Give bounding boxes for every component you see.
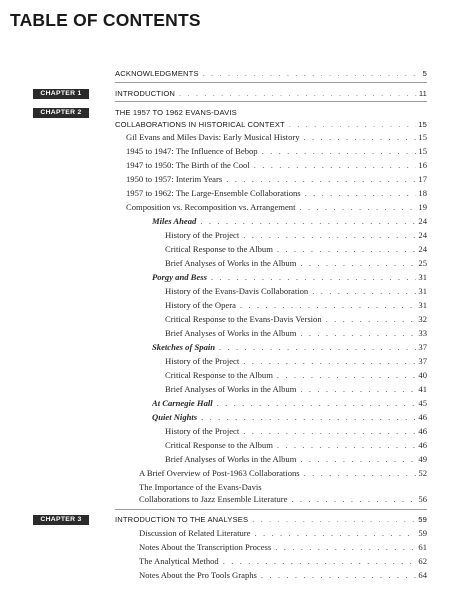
- toc-entry[interactable]: [165, 314, 427, 325]
- dot-leader: [211, 272, 416, 283]
- toc-entry[interactable]: [165, 286, 427, 297]
- toc-entry[interactable]: [139, 494, 427, 505]
- dot-leader: [201, 412, 416, 423]
- toc-entry[interactable]: [165, 426, 427, 437]
- toc-page-number: 59: [418, 515, 427, 524]
- toc-entry-title: History of the Evans-Davis Collaboration: [165, 286, 309, 296]
- toc-entry-title: Discussion of Related Literature: [139, 528, 251, 538]
- chapter-badge-3: CHAPTER 3: [33, 515, 89, 525]
- toc-entry[interactable]: [139, 542, 427, 553]
- toc-entry-title: Brief Analyses of Works in the Album: [165, 328, 297, 338]
- dot-leader: [300, 384, 416, 395]
- dot-leader: [300, 258, 416, 269]
- toc-entry[interactable]: [165, 300, 427, 311]
- toc-entry-title: Brief Analyses of Works in the Album: [165, 258, 297, 268]
- toc-entry-title: History of the Project: [165, 230, 240, 240]
- toc-entry-title: 1947 to 1950: The Birth of the Cool: [126, 160, 250, 170]
- toc-entry[interactable]: [126, 132, 427, 143]
- toc-page-number: 31: [418, 272, 427, 282]
- toc-page-number: 62: [418, 556, 427, 566]
- toc-page-number: 64: [418, 570, 427, 580]
- toc-entry[interactable]: [139, 528, 427, 539]
- toc-entry-title: Critical Response to the Album: [165, 244, 273, 254]
- toc-page-number: 40: [418, 370, 427, 380]
- toc-entry[interactable]: [165, 454, 427, 465]
- toc-entry-title: Brief Analyses of Works in the Album: [165, 454, 297, 464]
- toc-page-number: 31: [418, 300, 427, 310]
- toc-album-title: At Carnegie Hall: [152, 398, 213, 408]
- toc-page-number: 37: [418, 356, 427, 366]
- toc-chapter3-title[interactable]: [115, 514, 427, 525]
- toc-entry-title: Collaborations to Jazz Ensemble Literature: [139, 494, 288, 504]
- toc-album-entry[interactable]: [152, 398, 427, 409]
- toc-page-number: 5: [422, 69, 427, 78]
- toc-chapter2-title-line1[interactable]: [115, 107, 427, 118]
- toc-entry-title: ACKNOWLEDGMENTS: [115, 69, 199, 78]
- section-divider: [115, 509, 427, 510]
- toc-album-entry[interactable]: [152, 216, 427, 227]
- toc-entry-introduction[interactable]: [115, 88, 427, 99]
- toc-entry-title: History of the Project: [165, 426, 240, 436]
- toc-page-number: 49: [418, 454, 427, 464]
- dot-leader: [254, 160, 417, 171]
- toc-entry[interactable]: [165, 230, 427, 241]
- toc-page-number: 61: [418, 542, 427, 552]
- toc-entry[interactable]: [165, 328, 427, 339]
- toc-entry-title: Critical Response to the Album: [165, 370, 273, 380]
- toc-entry-title: History of the Opera: [165, 300, 236, 310]
- toc-page-number: 33: [418, 328, 427, 338]
- toc-entry-title: A Brief Overview of Post-1963 Collaborations: [139, 468, 300, 478]
- dot-leader: [240, 300, 417, 311]
- dot-leader: [254, 528, 416, 539]
- toc-page-number: 31: [418, 286, 427, 296]
- dot-leader: [300, 454, 416, 465]
- toc-entry[interactable]: [139, 482, 427, 493]
- dot-leader: [291, 494, 416, 505]
- toc-entry-title: The Importance of the Evans-Davis: [139, 482, 262, 492]
- dot-leader: [252, 514, 416, 525]
- toc-album-title: Porgy and Bess: [152, 272, 207, 282]
- toc-entry[interactable]: [126, 174, 427, 185]
- dot-leader: [326, 314, 417, 325]
- toc-page-number: 41: [418, 384, 427, 394]
- toc-album-title: Sketches of Spain: [152, 342, 216, 352]
- toc-chapter2-title-line2[interactable]: [115, 119, 427, 130]
- toc-entry[interactable]: [165, 258, 427, 269]
- dot-leader: [275, 542, 416, 553]
- toc-page-number: 59: [418, 528, 427, 538]
- dot-leader: [262, 146, 417, 157]
- toc-entry[interactable]: [126, 188, 427, 199]
- toc-entry-title: 1957 to 1962: The Large-Ensemble Collaborations: [126, 188, 301, 198]
- toc-page-number: 17: [418, 174, 427, 184]
- toc-entry-title: History of the Project: [165, 356, 240, 366]
- toc-page-number: 24: [418, 230, 427, 240]
- toc-page-number: 24: [418, 244, 427, 254]
- toc-entry[interactable]: [139, 570, 427, 581]
- section-divider: [115, 101, 427, 102]
- toc-album-title: Quiet Nights: [152, 412, 198, 422]
- toc-page-number: 37: [418, 342, 427, 352]
- toc-page-number: 18: [418, 188, 427, 198]
- dot-leader: [226, 174, 416, 185]
- toc-entry-title: THE 1957 TO 1962 EVANS-DAVIS: [115, 108, 237, 117]
- dot-leader: [289, 119, 416, 130]
- toc-page-number: 25: [418, 258, 427, 268]
- section-divider: [115, 82, 427, 83]
- chapter-badge-1: CHAPTER 1: [33, 89, 89, 99]
- toc-album-title: Miles Ahead: [152, 216, 197, 226]
- toc-page-number: 15: [418, 132, 427, 142]
- toc-entry-title: Notes About the Pro Tools Graphs: [139, 570, 257, 580]
- toc-entry[interactable]: [165, 356, 427, 367]
- toc-page-number: 46: [418, 412, 427, 422]
- dot-leader: [300, 328, 416, 339]
- dot-leader: [304, 132, 417, 143]
- toc-page-number: 45: [418, 398, 427, 408]
- toc-page-number: 56: [418, 494, 427, 504]
- dot-leader: [200, 216, 416, 227]
- dot-leader: [179, 88, 417, 99]
- toc-entry-title: Critical Response to the Evans-Davis Version: [165, 314, 322, 324]
- toc-entry-title: INTRODUCTION: [115, 89, 176, 98]
- toc-entry-title: Gil Evans and Miles Davis: Early Musical History: [126, 132, 300, 142]
- toc-entry-acknowledgments[interactable]: [115, 68, 427, 79]
- dot-leader: [219, 342, 416, 353]
- toc-entry-title: INTRODUCTION TO THE ANALYSES: [115, 515, 249, 524]
- toc-page-number: 15: [418, 146, 427, 156]
- toc-entry[interactable]: [165, 244, 427, 255]
- toc-album-entry[interactable]: [152, 412, 427, 423]
- dot-leader: [203, 68, 421, 79]
- dot-leader: [304, 468, 417, 479]
- toc-album-entry[interactable]: [152, 342, 427, 353]
- toc-page-number: 46: [418, 440, 427, 450]
- toc-entry[interactable]: [126, 160, 427, 171]
- toc-page-number: 11: [418, 89, 427, 98]
- toc-page-number: 16: [418, 160, 427, 170]
- toc-page-number: 32: [418, 314, 427, 324]
- toc-entry-title: Composition vs. Recomposition vs. Arrangement: [126, 202, 296, 212]
- dot-leader: [217, 398, 417, 409]
- toc-entry[interactable]: [139, 468, 427, 479]
- toc-entry-title: Notes About the Transcription Process: [139, 542, 272, 552]
- toc-page-number: 19: [418, 202, 427, 212]
- dot-leader: [277, 244, 417, 255]
- toc-page-number: 24: [418, 216, 427, 226]
- dot-leader: [243, 426, 416, 437]
- page-title: TABLE OF CONTENTS: [10, 10, 201, 30]
- dot-leader: [277, 370, 417, 381]
- dot-leader: [243, 230, 416, 241]
- toc-entry[interactable]: [165, 384, 427, 395]
- toc-page-number: 15: [418, 120, 427, 129]
- toc-page-number: 52: [418, 468, 427, 478]
- dot-leader: [261, 570, 417, 581]
- dot-leader: [299, 202, 416, 213]
- dot-leader: [243, 356, 416, 367]
- toc-entry-title: 1950 to 1957: Interim Years: [126, 174, 223, 184]
- dot-leader: [277, 440, 417, 451]
- toc-entry[interactable]: [126, 146, 427, 157]
- toc-entry-title: Brief Analyses of Works in the Album: [165, 384, 297, 394]
- dot-leader: [223, 556, 417, 567]
- toc-page-number: 46: [418, 426, 427, 436]
- toc-entry[interactable]: [165, 370, 427, 381]
- dot-leader: [312, 286, 416, 297]
- toc-entry-title: 1945 to 1947: The Influence of Bebop: [126, 146, 258, 156]
- toc-entry-title: Critical Response to the Album: [165, 440, 273, 450]
- toc-entry[interactable]: [165, 440, 427, 451]
- chapter-badge-2: CHAPTER 2: [33, 108, 89, 118]
- toc-entry[interactable]: [139, 556, 427, 567]
- dot-leader: [305, 188, 417, 199]
- toc-entry-title: COLLABORATIONS IN HISTORICAL CONTEXT: [115, 120, 285, 129]
- toc-album-entry[interactable]: [152, 272, 427, 283]
- toc-entry-title: The Analytical Method: [139, 556, 219, 566]
- toc-entry[interactable]: [126, 202, 427, 213]
